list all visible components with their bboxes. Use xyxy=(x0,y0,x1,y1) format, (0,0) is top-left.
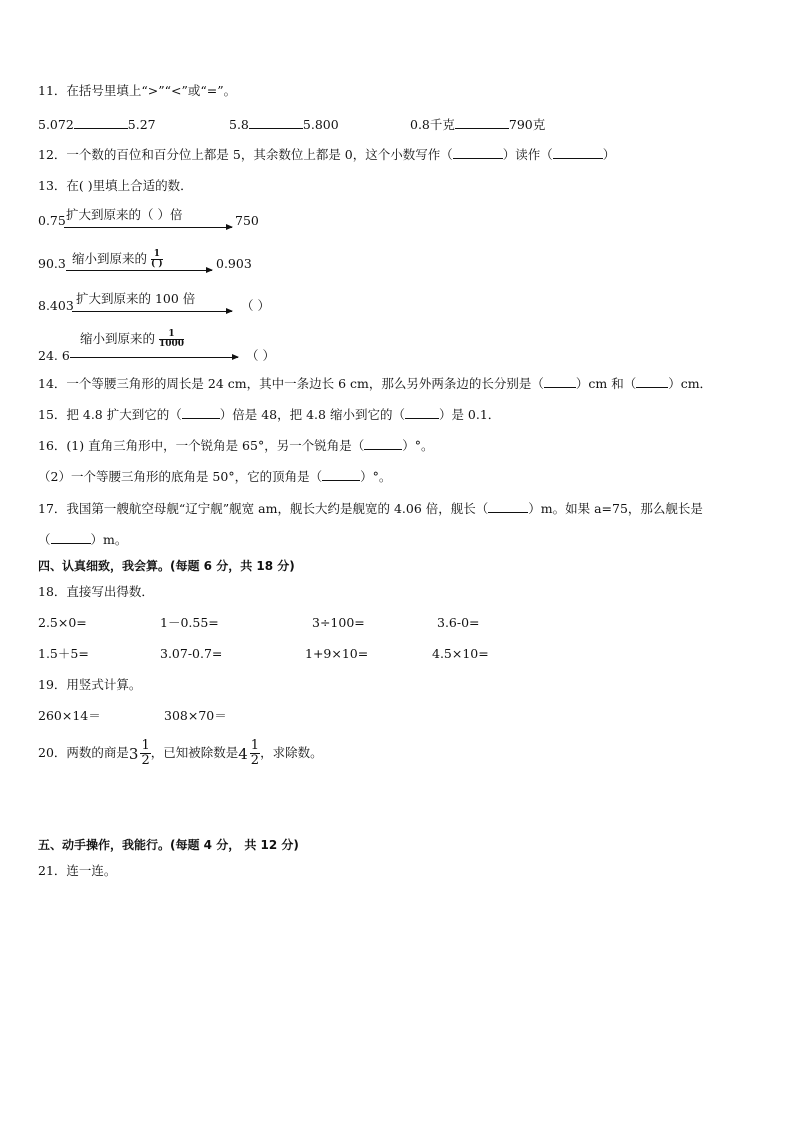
q11-a-right: 5.27 xyxy=(127,117,156,132)
q20-m1-whole: 3 xyxy=(128,744,139,763)
q20-text-b: ，已知被除数是 xyxy=(150,745,239,760)
q13-r2-end: 0.903 xyxy=(216,256,252,271)
question-19: 19．用竖式计算。 xyxy=(38,677,142,692)
q12-text-c: ） xyxy=(602,147,616,162)
q20-m1-den: 2 xyxy=(141,753,150,768)
q16-text-a2: ）°。 xyxy=(402,438,434,453)
q15-text-b: ）倍是 48，把 4.8 缩小到它的（ xyxy=(219,407,405,422)
q13-r4-label-text: 缩小到原来的 xyxy=(80,331,156,346)
q20-text-c: ，求除数。 xyxy=(260,745,323,760)
q16-text-a1: 16．(1) 直角三角形中，一个锐角是 65°，另一个锐角是（ xyxy=(38,438,365,453)
question-21: 21．连一连。 xyxy=(38,863,117,878)
question-18: 18．直接写出得数． xyxy=(38,584,154,599)
question-16-1 xyxy=(38,437,433,454)
q20-m2-num: 1 xyxy=(250,738,260,753)
q17-text-b2: ）m。 xyxy=(90,532,128,547)
q13-r3-start: 8.403 xyxy=(38,298,74,313)
q19-expr-2: 308×70＝ xyxy=(164,708,227,723)
q16-blank-2[interactable] xyxy=(322,468,360,481)
q15-blank-1[interactable] xyxy=(182,406,220,419)
q13-r2-fraction xyxy=(151,250,163,269)
q14-text-c: ）cm． xyxy=(668,376,713,391)
question-11: 11．在括号里填上“>”“<”或“=”。 xyxy=(38,83,237,98)
q17-blank-2[interactable] xyxy=(51,531,91,544)
question-16-2 xyxy=(38,468,391,485)
q11-a-blank[interactable] xyxy=(74,116,128,129)
q13-r2-start: 90.3 xyxy=(38,256,66,271)
q13-r2-frac-den: ( ) xyxy=(151,259,163,269)
q12-blank-read[interactable] xyxy=(553,146,603,159)
q18-r2-c4: 4.5×10= xyxy=(432,646,489,661)
question-17-cont xyxy=(38,531,127,548)
q13-r2-label-text: 缩小到原来的 xyxy=(72,251,148,266)
section-5-title: 五、动手操作，我能行。(每题 4 分， 共 12 分) xyxy=(38,838,299,852)
q16-blank-1[interactable] xyxy=(364,437,402,450)
q11-b-blank[interactable] xyxy=(249,116,303,129)
q13-r2-arrow xyxy=(66,270,212,271)
q14-blank-2[interactable] xyxy=(636,375,668,388)
q18-r2-c1: 1.5＋5= xyxy=(38,646,89,661)
question-12 xyxy=(38,146,615,163)
q15-blank-2[interactable] xyxy=(405,406,439,419)
question-13: 13．在( )里填上合适的数． xyxy=(38,178,193,193)
q14-blank-1[interactable] xyxy=(544,375,576,388)
section-4-title: 四、认真细致，我会算。(每题 6 分，共 18 分) xyxy=(38,559,295,573)
q11-a-left: 5.072 xyxy=(38,117,74,132)
q18-r1-c2: 1－0.55= xyxy=(160,615,219,630)
q11-c-left: 0.8千克 xyxy=(410,117,455,132)
q18-r1-c4: 3.6-0= xyxy=(437,615,480,630)
q18-r2-c2: 3.07-0.7= xyxy=(160,646,223,661)
q18-r1-c1: 2.5×0= xyxy=(38,615,87,630)
q17-blank-1[interactable] xyxy=(488,500,528,513)
q20-m2-whole: 4 xyxy=(238,744,248,763)
q13-r4-end: （ ） xyxy=(246,348,275,363)
q17-text-b1: （ xyxy=(38,532,51,547)
q13-r2-label xyxy=(72,250,163,269)
q13-r4-arrow xyxy=(70,357,238,358)
q18-r1-c3: 3÷100= xyxy=(312,615,365,630)
q20-text-a: 20．两数的商是 xyxy=(38,745,129,760)
q19-expr-1: 260×14＝ xyxy=(38,708,101,723)
q13-r4-frac-den: 1000 xyxy=(159,339,185,349)
q16-text-b2: ）°。 xyxy=(360,469,392,484)
q13-r2-frac-num: 1 xyxy=(151,250,163,260)
q11-b-right: 5.800 xyxy=(302,117,339,132)
q13-r4-start: 24. 6 xyxy=(38,348,70,363)
q12-text-b: ）读作（ xyxy=(502,147,553,162)
q13-r3-end: （ ） xyxy=(241,298,270,313)
q17-text-a1: 17．我国第一艘航空母舰“辽宁舰”舰宽 am，舰长大约是舰宽的 4.06 倍，舰长（ xyxy=(38,501,489,516)
q15-text-c: ）是 0.1． xyxy=(438,407,501,422)
q13-r1-label: 扩大到原来的（ ）倍 xyxy=(66,207,183,222)
q13-r4-frac-num: 1 xyxy=(159,330,184,340)
q11-item-b xyxy=(229,116,339,133)
q20-mixed-1 xyxy=(129,737,151,771)
q17-text-a2: ）m。如果 a=75，那么舰长是 xyxy=(528,501,703,516)
q13-r1-end: 750 xyxy=(235,213,259,228)
q11-item-a xyxy=(38,116,156,133)
q13-r1-start: 0.75 xyxy=(38,213,66,228)
q11-c-right: 790克 xyxy=(508,117,546,132)
question-14 xyxy=(38,375,712,392)
q12-text-a: 12．一个数的百位和百分位上都是 5，其余数位上都是 0，这个小数写作（ xyxy=(38,147,453,162)
q20-mixed-2 xyxy=(238,737,260,771)
q14-text-b: ）cm 和（ xyxy=(575,376,637,391)
q14-text-a: 14．一个等腰三角形的周长是 24 cm，其中一条边长 6 cm，那么另外两条边的长分别是（ xyxy=(38,376,544,391)
question-20 xyxy=(38,736,323,771)
q13-r4-fraction xyxy=(159,330,184,349)
q11-item-c xyxy=(410,116,545,133)
q11-b-left: 5.8 xyxy=(229,117,249,132)
question-17 xyxy=(38,500,703,517)
q18-r2-c3: 1+9×10= xyxy=(305,646,369,661)
question-15 xyxy=(38,406,500,423)
q16-text-b1: （2）一个等腰三角形的底角是 50°，它的顶角是（ xyxy=(38,469,323,484)
q13-r3-label: 扩大到原来的 100 倍 xyxy=(76,291,196,306)
q20-m2-den: 2 xyxy=(250,753,260,768)
q13-r4-label xyxy=(80,330,184,349)
q13-r3-arrow xyxy=(72,311,232,312)
q20-m1-num: 1 xyxy=(141,738,150,753)
q12-blank-written[interactable] xyxy=(453,146,503,159)
q13-r1-arrow xyxy=(64,227,232,228)
q15-text-a: 15．把 4.8 扩大到它的（ xyxy=(38,407,182,422)
q11-c-blank[interactable] xyxy=(455,116,509,129)
